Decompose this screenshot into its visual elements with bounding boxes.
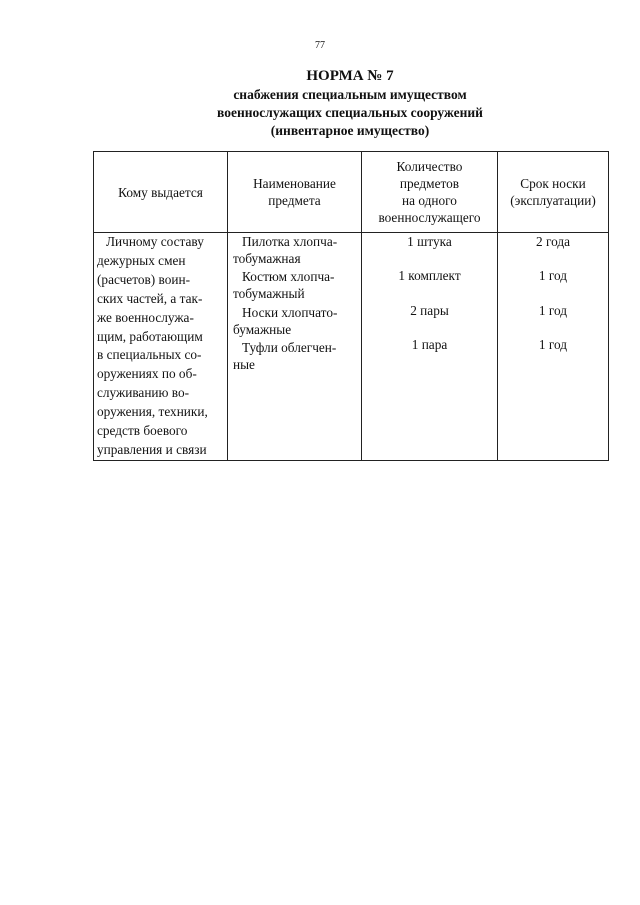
item-name-line: ные — [233, 356, 255, 372]
item-name-line: Носки хлопчато- — [242, 304, 338, 320]
header-quantity — [362, 152, 498, 233]
header-quantity-line: предметов — [399, 176, 460, 191]
item-name-line: Пилотка хлопча- — [242, 234, 338, 249]
item-name-line: тобумажная — [233, 251, 301, 266]
recipient-line: оружения, техники, — [97, 404, 208, 420]
recipient-line: средств боевого — [97, 423, 188, 439]
item-name-line: Туфли облегчен- — [242, 339, 337, 355]
wear-term-cell — [498, 233, 609, 461]
recipient-line: (расчетов) воин- — [97, 271, 191, 287]
item-name — [233, 233, 359, 267]
recipient-line: служиванию во- — [97, 385, 190, 401]
header-quantity-line: Количество — [396, 159, 463, 174]
header-recipient — [94, 152, 228, 233]
header-recipient-line: Кому выдается — [118, 184, 203, 200]
title-block — [150, 66, 550, 140]
item-name-line: тобумажный — [233, 286, 305, 302]
table-header-row — [94, 152, 609, 233]
recipient-cell — [94, 233, 228, 461]
item-name-line: Костюм хлопча- — [242, 269, 335, 285]
header-wear-term — [498, 152, 609, 233]
item-quantity: 1 штука — [407, 234, 452, 249]
item-quantity: 2 пары — [410, 302, 449, 318]
recipient-line: управления и связи — [97, 441, 207, 457]
header-item-name-line: предмета — [268, 193, 321, 208]
item-name — [233, 339, 359, 373]
recipient-line: дежурных смен — [97, 252, 186, 268]
norm-subtitle-line-2: военнослужащих специальных сооружений — [217, 105, 483, 120]
item-wear-term: 1 год — [538, 302, 568, 318]
quantity-cell — [362, 233, 498, 461]
recipient-line: же военнослужа- — [97, 309, 194, 325]
item-name — [233, 304, 359, 338]
header-wear-term-line: (эксплуатации) — [510, 193, 596, 208]
item-wear-term: 1 год — [538, 268, 568, 284]
recipient-line: оружениях по об- — [97, 366, 197, 382]
header-wear-term-line: Срок носки — [520, 176, 586, 191]
norm-title: НОРМА № 7 — [306, 68, 394, 84]
header-quantity-line: военнослужащего — [378, 210, 481, 225]
item-wear-term: 2 года — [535, 234, 571, 249]
item-wear-term: 1 год — [538, 336, 568, 352]
header-item-name — [228, 152, 362, 233]
recipient-line: в специальных со- — [97, 347, 202, 363]
item-names-cell — [228, 233, 362, 461]
item-quantity: 1 комплект — [398, 268, 461, 284]
header-quantity-line: на одного — [402, 193, 457, 208]
recipient-line: щим, работающим — [97, 328, 203, 344]
recipient-line: Личному составу — [106, 234, 204, 249]
item-name-line: бумажные — [233, 321, 292, 337]
header-item-name-line: Наименование — [253, 176, 336, 191]
item-name — [233, 268, 359, 302]
page-number: 77 — [315, 40, 325, 51]
recipient-line: ских частей, а так- — [97, 290, 203, 306]
norm-subtitle-line-3: (инвентарное имущество) — [270, 123, 430, 138]
item-quantity: 1 пара — [411, 336, 448, 352]
table-row — [94, 233, 609, 461]
supply-norm-table — [93, 151, 609, 461]
norm-subtitle-line-1: снабжения специальным имуществом — [233, 87, 467, 102]
